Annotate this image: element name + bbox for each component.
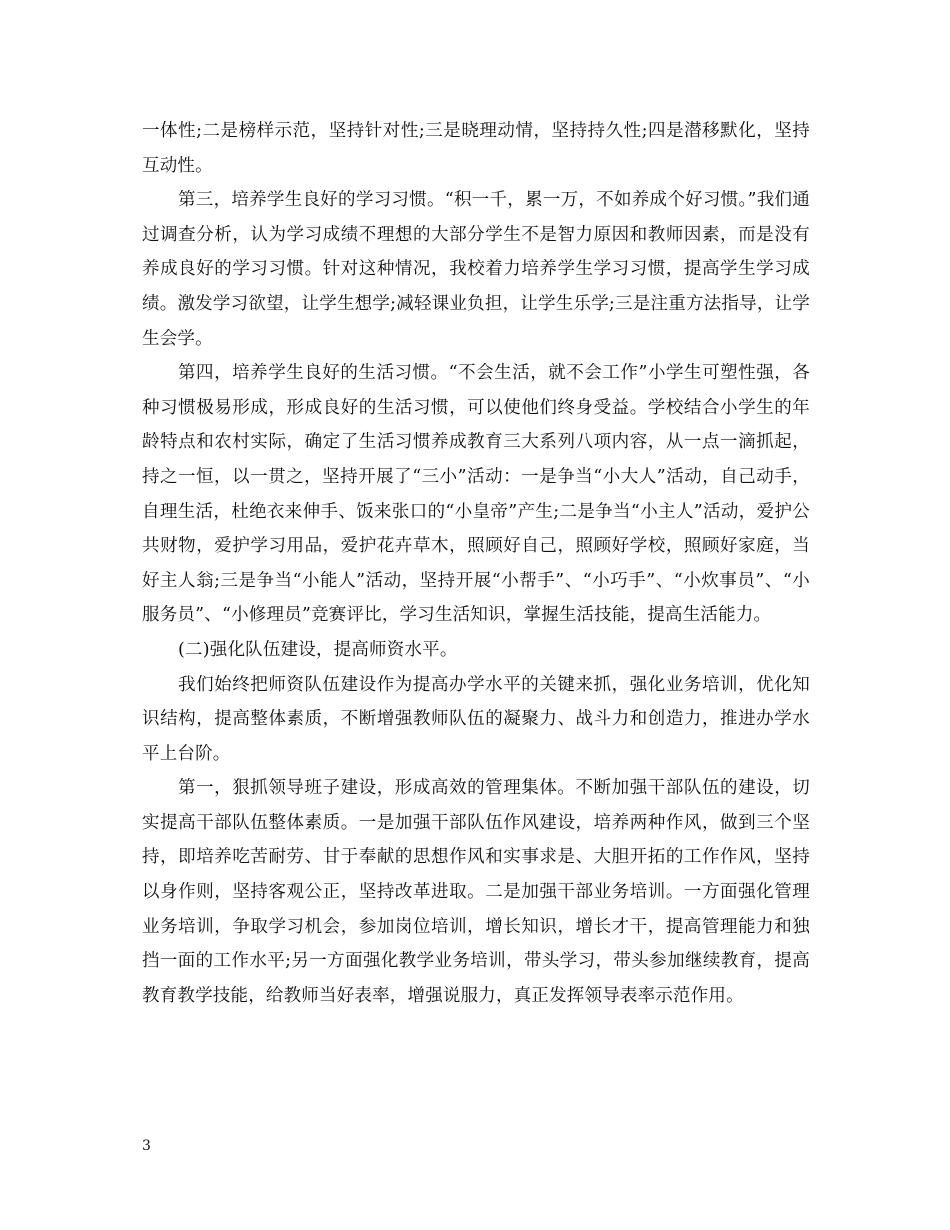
document-body	[142, 114, 810, 1013]
paragraph-continuation: 一体性;二是榜样示范，坚持针对性;三是晓理动情，坚持持久性;四是潜移默化，坚持互动性。	[142, 121, 810, 176]
paragraph-teacher-team: 我们始终把师资队伍建设作为提高办学水平的关键来抓，强化业务培训，优化知识结构，提高整体素质，不断增强教师队伍的凝聚力、战斗力和创造力，推进办学水平上台阶。	[142, 674, 810, 764]
page-number: 3	[142, 1138, 151, 1154]
section-heading-team-building: (二)强化队伍建设，提高师资水平。	[178, 639, 458, 660]
paragraph-life-habits: 第四，培养学生良好的生活习惯。“不会生活，就不会工作”小学生可塑性强，各种习惯极易形成，形成良好的生活习惯，可以使他们终身受益。学校结合小学生的年龄特点和农村实际，确定了生活习惯养成教育三大系列八项内容，从一点一滴抓起，持之一恒，以一贯之，坚持开展了“三小”活动：一是争当“小大人”活动，自己动手，自理生活，杜绝衣来伸手、饭来张口的“小皇帝”产生;二是争当“小主人”活动，爱护公共财物，爱护学习用品，爱护花卉草木，照顾好自己，照顾好学校，照顾好家庭，当好主人翁;三是争当“小能人”活动，坚持开展“小帮手”、“小巧手”、“小炊事员”、“小服务员”、“小修理员”竞赛评比，学习生活知识，掌握生活技能，提高生活能力。	[142, 363, 810, 626]
paragraph-study-habits: 第三，培养学生良好的学习习惯。“积一千，累一万，不如养成个好习惯。”我们通过调查分析，认为学习成绩不理想的大部分学生不是智力原因和教师因素，而是没有养成良好的学习习惯。针对这种情况，我校着力培养学生学习习惯，提高学生学习成绩。激发学习欲望，让学生想学;减轻课业负担，让学生乐学;三是注重方法指导，让学生会学。	[142, 190, 810, 349]
paragraph-leadership: 第一，狠抓领导班子建设，形成高效的管理集体。不断加强干部队伍的建设，切实提高干部队伍整体素质。一是加强干部队伍作风建设，培养两种作风，做到三个坚持，即培养吃苦耐劳、甘于奉献的思想作风和实事求是、大胆开拓的工作作风，坚持以身作则，坚持客观公正，坚持改革进取。二是加强干部业务培训。一方面强化管理业务培训，争取学习机会，参加岗位培训，增长知识，增长才干，提高管理能力和独挡一面的工作水平;另一方面强化教学业务培训，带头学习，带头参加继续教育，提高教育教学技能，给教师当好表率，增强说服力，真正发挥领导表率示范作用。	[142, 778, 810, 1006]
